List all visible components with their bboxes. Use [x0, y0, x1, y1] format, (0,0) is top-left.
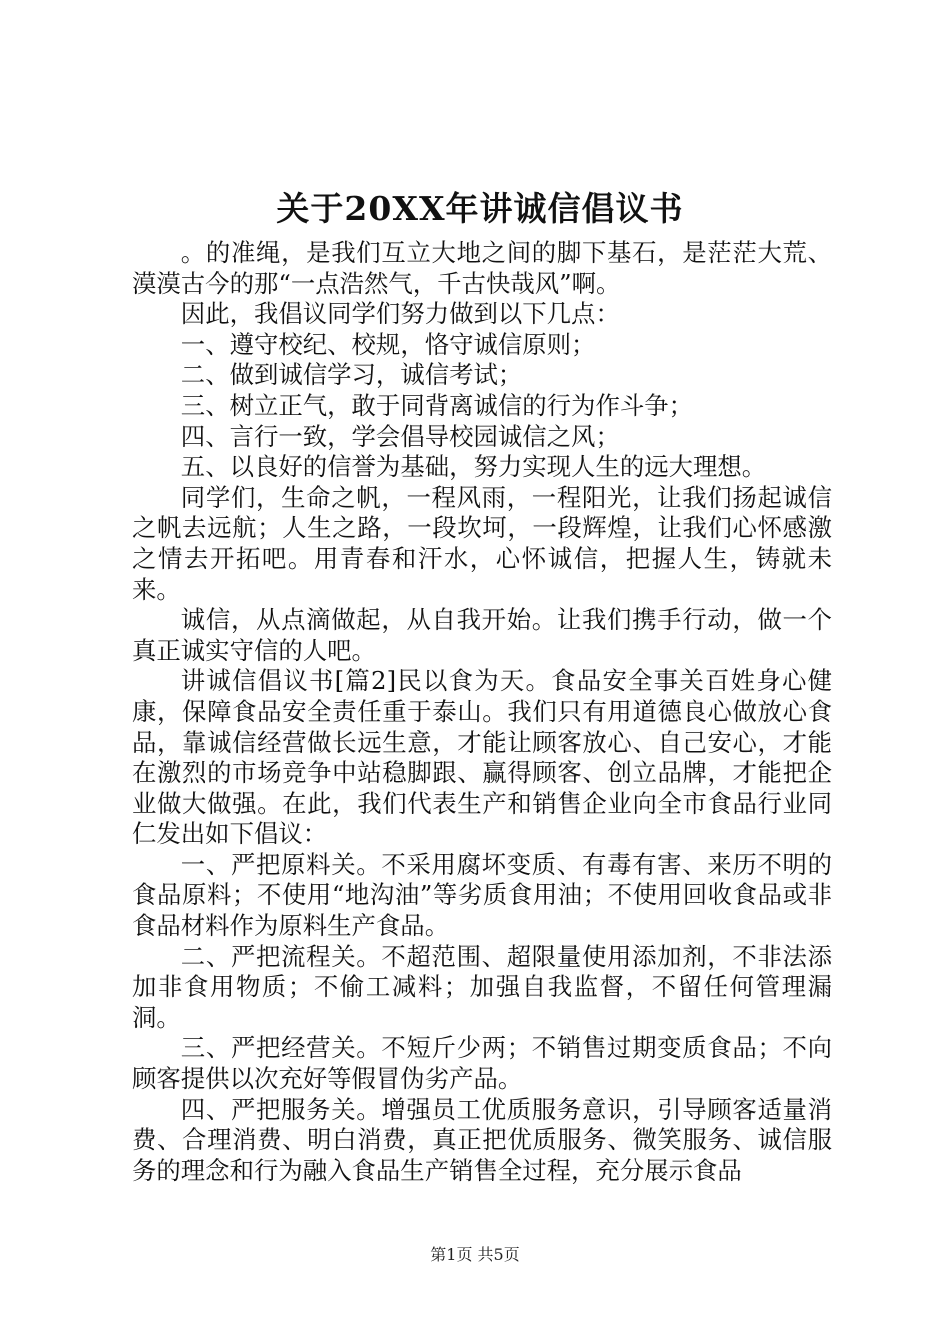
paragraph: 四、言行一致，学会倡导校园诚信之风； [180, 421, 620, 451]
paragraph: 一、严把原料关。不采用腐坏变质、有毒有害、来历不明的食品原料；不使用“地沟油”等劣质食用油；不使用回收食品或非食品材料作为原料生产食品。 [132, 849, 832, 941]
paragraph: 同学们，生命之帆，一程风雨，一程阳光，让我们扬起诚信之帆去远航；人生之路，一段坎坷，一段辉煌，让我们心怀感激之情去开拓吧。用青春和汗水，心怀诚信，把握人生，铸就未来。 [132, 482, 832, 604]
paragraph: 讲诚信倡议书[篇2]民以食为天。食品安全事关百姓身心健康，保障食品安全责任重于泰山。我们只有用道德良心做放心食品，靠诚信经营做长远生意，才能让顾客放心、自己安心，才能在激烈的市场竞争中站稳脚跟、赢得顾客、创立品牌，才能把企业做大做强。在此，我们代表生产和销售企业向全市食品行业同仁发出如下倡议： [132, 666, 832, 849]
page-footer: 第1页 共5页 [430, 1245, 520, 1264]
paragraph: 诚信，从点滴做起，从自我开始。让我们携手行动，做一个真正诚实守信的人吧。 [132, 605, 832, 665]
document-title: 关于20XX年讲诚信倡议书 [276, 189, 684, 228]
paragraph: 二、做到诚信学习，诚信考试； [180, 360, 523, 390]
paragraph: 五、以良好的信誉为基础，努力实现人生的远大理想。 [180, 452, 767, 482]
paragraph: 三、树立正气，敢于同背离诚信的行为作斗争； [180, 390, 694, 420]
document-body [132, 238, 832, 1186]
paragraph: 。的准绳，是我们互立大地之间的脚下基石，是茫茫大荒、漠漠古今的那“一点浩然气，千古快哉风”啊。 [132, 238, 832, 298]
paragraph: 二、严把流程关。不超范围、超限量使用添加剂，不非法添加非食用物质；不偷工减料；加强自我监督，不留任何管理漏洞。 [132, 941, 832, 1032]
paragraph: 一、遵守校纪、校规，恪守诚信原则； [180, 329, 596, 359]
paragraph: 因此，我倡议同学们努力做到以下几点： [180, 299, 620, 329]
paragraph: 四、严把服务关。增强员工优质服务意识，引导顾客适量消费、合理消费、明白消费，真正把优质服务、微笑服务、诚信服务的理念和行为融入食品生产销售全过程，充分展示食品 [132, 1094, 832, 1185]
paragraph: 三、严把经营关。不短斤少两；不销售过期变质食品；不向顾客提供以次充好等假冒伪劣产品。 [132, 1033, 832, 1094]
